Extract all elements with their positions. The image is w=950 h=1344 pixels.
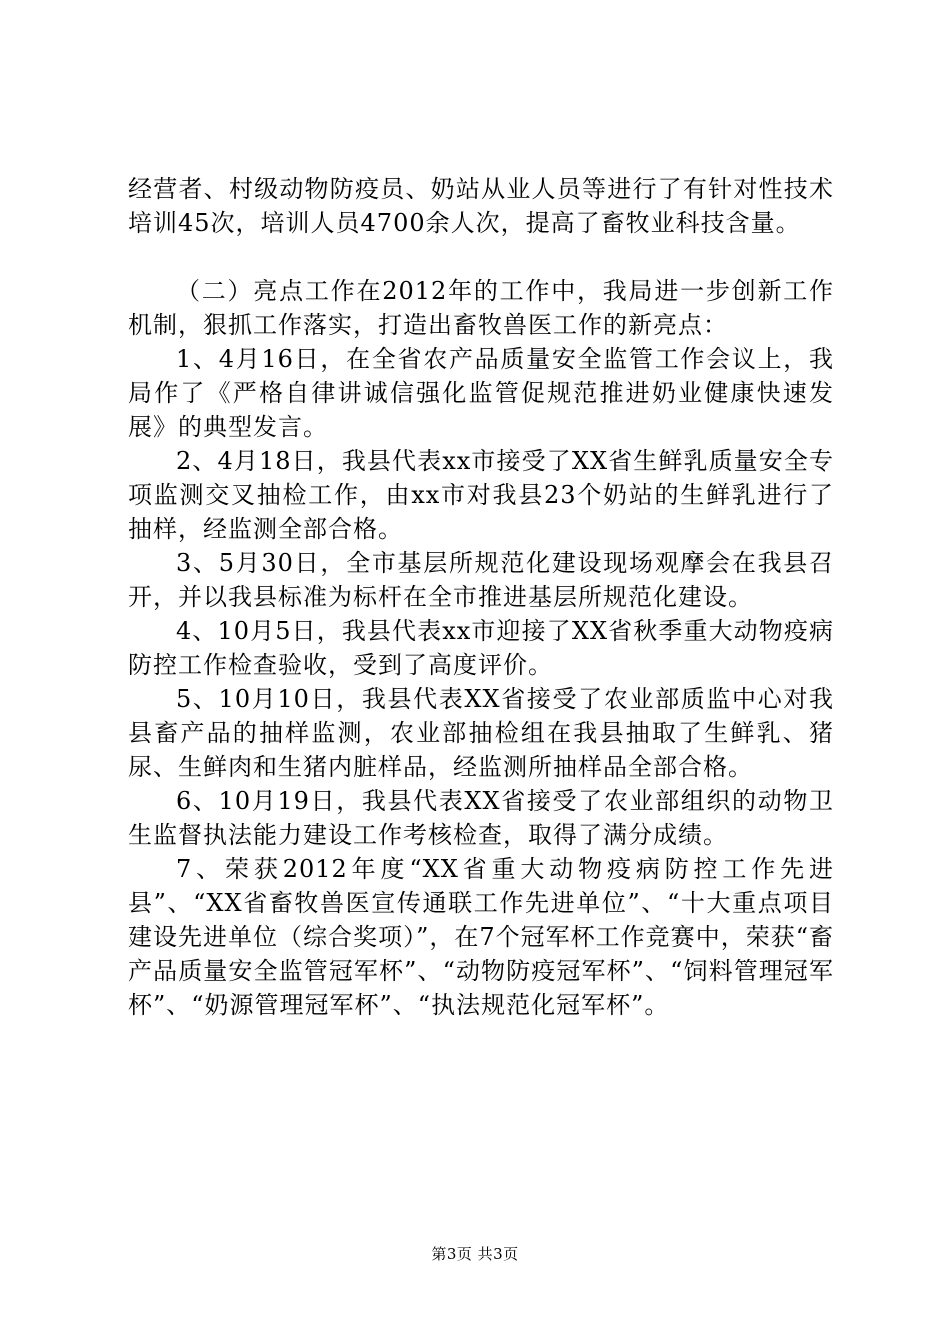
paragraph-highlights-intro: （二）亮点工作在2012年的工作中，我局进一步创新工作机制，狠抓工作落实，打造出畜牧兽医工作的新亮点： <box>128 277 834 339</box>
paragraph-item-7: 7、荣获2012年度“XX省重大动物疫病防控工作先进县”、“XX省畜牧兽医宣传通联工作先进单位”、“十大重点项目建设先进单位（综合奖项）”，在7个冠军杯工作竞赛中，荣获“畜产品质量安全监管冠军杯”、“动物防疫冠军杯”、“饲料管理冠军杯”、“奶源管理冠军杯”、“执法规范化冠军杯”。 <box>128 855 834 1019</box>
paragraph-item-3: 3、5月30日，全市基层所规范化建设现场观摩会在我县召开，并以我县标准为标杆在全市推进基层所规范化建设。 <box>128 549 834 611</box>
paragraph-item-2: 2、4月18日，我县代表xx市接受了XX省生鲜乳质量安全专项监测交叉抽检工作，由xx市对我县23个奶站的生鲜乳进行了抽样，经监测全部合格。 <box>128 447 834 543</box>
paragraph-item-6: 6、10月19日，我县代表XX省接受了农业部组织的动物卫生监督执法能力建设工作考核检查，取得了满分成绩。 <box>128 787 834 849</box>
paragraph-item-4: 4、10月5日，我县代表xx市迎接了XX省秋季重大动物疫病防控工作检查验收，受到了高度评价。 <box>128 617 834 679</box>
page-footer <box>0 1244 950 1264</box>
paragraph-gap <box>128 240 834 274</box>
paragraph-item-1: 1、4月16日，在全省农产品质量安全监管工作会议上，我局作了《严格自律讲诚信强化监管促规范推进奶业健康快速发展》的典型发言。 <box>128 345 834 441</box>
paragraph-training-summary: 经营者、村级动物防疫员、奶站从业人员等进行了有针对性技术培训45次，培训人员4700余人次，提高了畜牧业科技含量。 <box>128 175 834 237</box>
paragraph-item-5: 5、10月10日，我县代表XX省接受了农业部质监中心对我县畜产品的抽样监测，农业部抽检组在我县抽取了生鲜乳、猪尿、生鲜肉和生猪内脏样品，经监测所抽样品全部合格。 <box>128 685 834 781</box>
document-body <box>128 172 834 1022</box>
page-number-label: 第3页 共3页 <box>431 1245 519 1263</box>
